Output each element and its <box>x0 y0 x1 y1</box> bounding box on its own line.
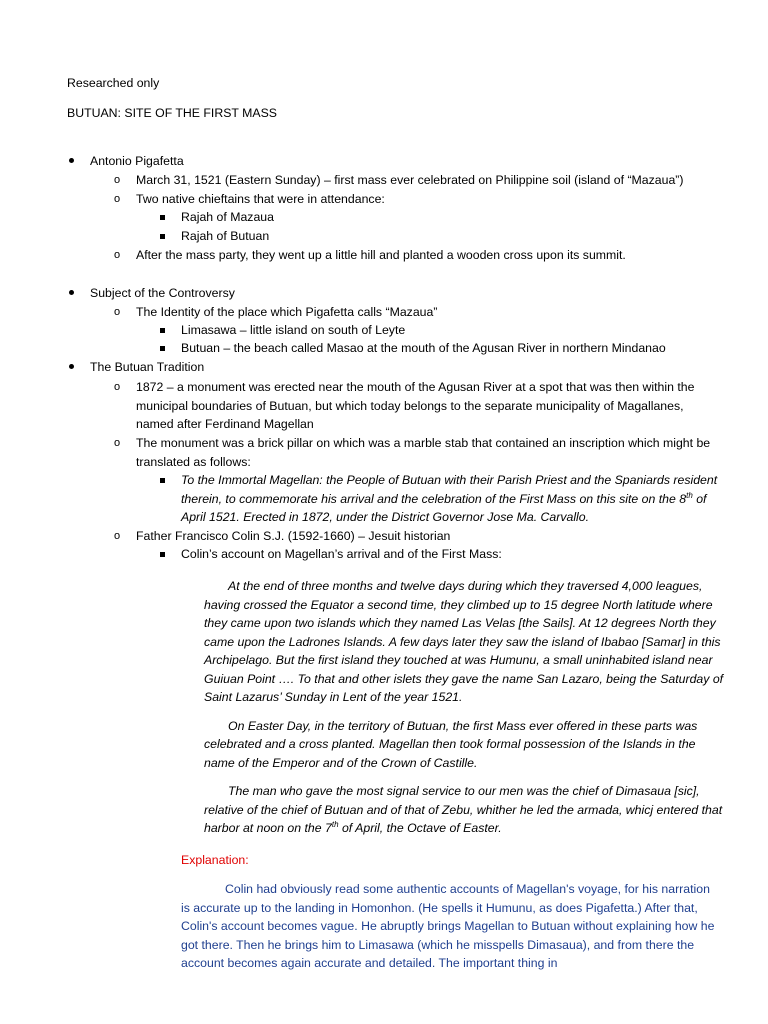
inscription-part: of April 1521. Erected in 1872, under the District Governor Jose Ma. Carvallo. <box>181 491 707 524</box>
square-bullet <box>160 346 165 351</box>
circle-bullet: o <box>114 193 121 205</box>
place-item: Limasawa – little island on south of Leyte <box>181 323 406 337</box>
chieftain-item: Rajah of Butuan <box>181 229 270 243</box>
quote-sup: th <box>331 819 339 829</box>
circle-bullet: o <box>114 530 121 542</box>
explanation-text <box>181 880 716 973</box>
explanation-heading: Explanation: <box>181 853 249 867</box>
bullet-dot <box>69 364 74 369</box>
circle-bullet: o <box>114 306 121 318</box>
bullet-label-tradition: The Butuan Tradition <box>90 360 205 374</box>
inscription-text <box>181 471 726 527</box>
monument-description: The monument was a brick pillar on which was a marble stab that contained an inscription which might be translated as follows: <box>136 436 711 469</box>
quote-paragraph: At the end of three months and twelve days during which they traversed 4,000 leagues, having crossed the Equator a second time, they climbed up to 15 degree North latitude where they came upon two islands which they named Las Velas [the Sails]. At 12 degrees North they came upon the Ladrones Islands. A few days later they saw the island of Ibabao [Samar] in this Archipelago. But the first island they touched at was Humunu, a small uninhabited island near Guiuan Point …. To that and other islets they gave the name San Lazaro, being the Saturday of Saint Lazarus’ Sunday in Lent of the year 1521. <box>204 579 724 704</box>
square-bullet <box>160 552 165 557</box>
bullet-dot <box>69 290 74 295</box>
document-title: BUTUAN: SITE OF THE FIRST MASS <box>67 106 277 120</box>
quote-paragraph <box>204 782 724 838</box>
square-bullet <box>160 234 165 239</box>
bullet-label-controversy: Subject of the Controversy <box>90 286 235 300</box>
cross-planted-line: After the mass party, they went up a little hill and planted a wooden cross upon its summit. <box>136 248 626 262</box>
square-bullet <box>160 478 165 483</box>
place-item: Butuan – the beach called Masao at the mouth of the Agusan River in northern Mindanao <box>181 341 666 355</box>
monument-1872: 1872 – a monument was erected near the mouth of the Agusan River at a spot that was then within the municipal boundaries of Butuan, but which today belongs to the separate municipality of Magallanes, named after Ferdinand Magellan <box>136 380 695 431</box>
inscription-part: To the Immortal Magellan: the People of Butuan with their Parish Priest and the Spaniards resident therein, to commemorate his arrival and the celebration of the First Mass on this site on the 8 <box>181 473 718 506</box>
square-bullet <box>160 328 165 333</box>
chieftains-line: Two native chieftains that were in attendance: <box>136 192 385 206</box>
colin-historian: Father Francisco Colin S.J. (1592-1660) – Jesuit historian <box>136 529 451 543</box>
circle-bullet: o <box>114 174 121 186</box>
colin-quote <box>204 577 724 838</box>
circle-bullet: o <box>114 381 121 393</box>
quote-part: of April, the Octave of Easter. <box>338 821 502 835</box>
circle-bullet: o <box>114 437 121 449</box>
inscription-sup: th <box>686 490 693 500</box>
explanation-paragraph: Colin had obviously read some authentic accounts of Magellan's voyage, for his narration is accurate up to the landing in Homonhon. (He spells it Humunu, as does Pigafetta.) After that, Colin's account becomes vague. He abruptly brings Magellan to Butuan without explaining how he got there. Then he brings him to Limasawa (which he misspells Dimasaua), and from there the account becomes again accurate and detailed. The important thing in <box>181 882 715 970</box>
chieftain-item: Rajah of Mazaua <box>181 210 274 224</box>
quote-paragraph: On Easter Day, in the territory of Butuan, the first Mass ever offered in these parts was celebrated and a cross planted. Magellan then took formal possession of the Islands in the name of the Emperor and of the Crown of Castille. <box>204 718 698 770</box>
bullet-label-pigafetta: Antonio Pigafetta <box>90 154 184 168</box>
researched-note: Researched only <box>67 76 160 90</box>
circle-bullet: o <box>114 249 121 261</box>
identity-line: The Identity of the place which Pigafetta calls “Mazaua” <box>136 305 438 319</box>
pigafetta-first-mass: March 31, 1521 (Eastern Sunday) – first mass ever celebrated on Philippine soil (island of “Mazaua”) <box>136 173 684 187</box>
square-bullet <box>160 215 165 220</box>
quote-part: The man who gave the most signal service to our men was the chief of Dimasaua [sic], relative of the chief of Butuan and of that of Zebu, whither he led the armada, whicj entered that harbor at noon on the 7 <box>204 784 723 835</box>
bullet-dot <box>69 158 74 163</box>
colin-account-label: Colin’s account on Magellan’s arrival and of the First Mass: <box>181 547 502 561</box>
